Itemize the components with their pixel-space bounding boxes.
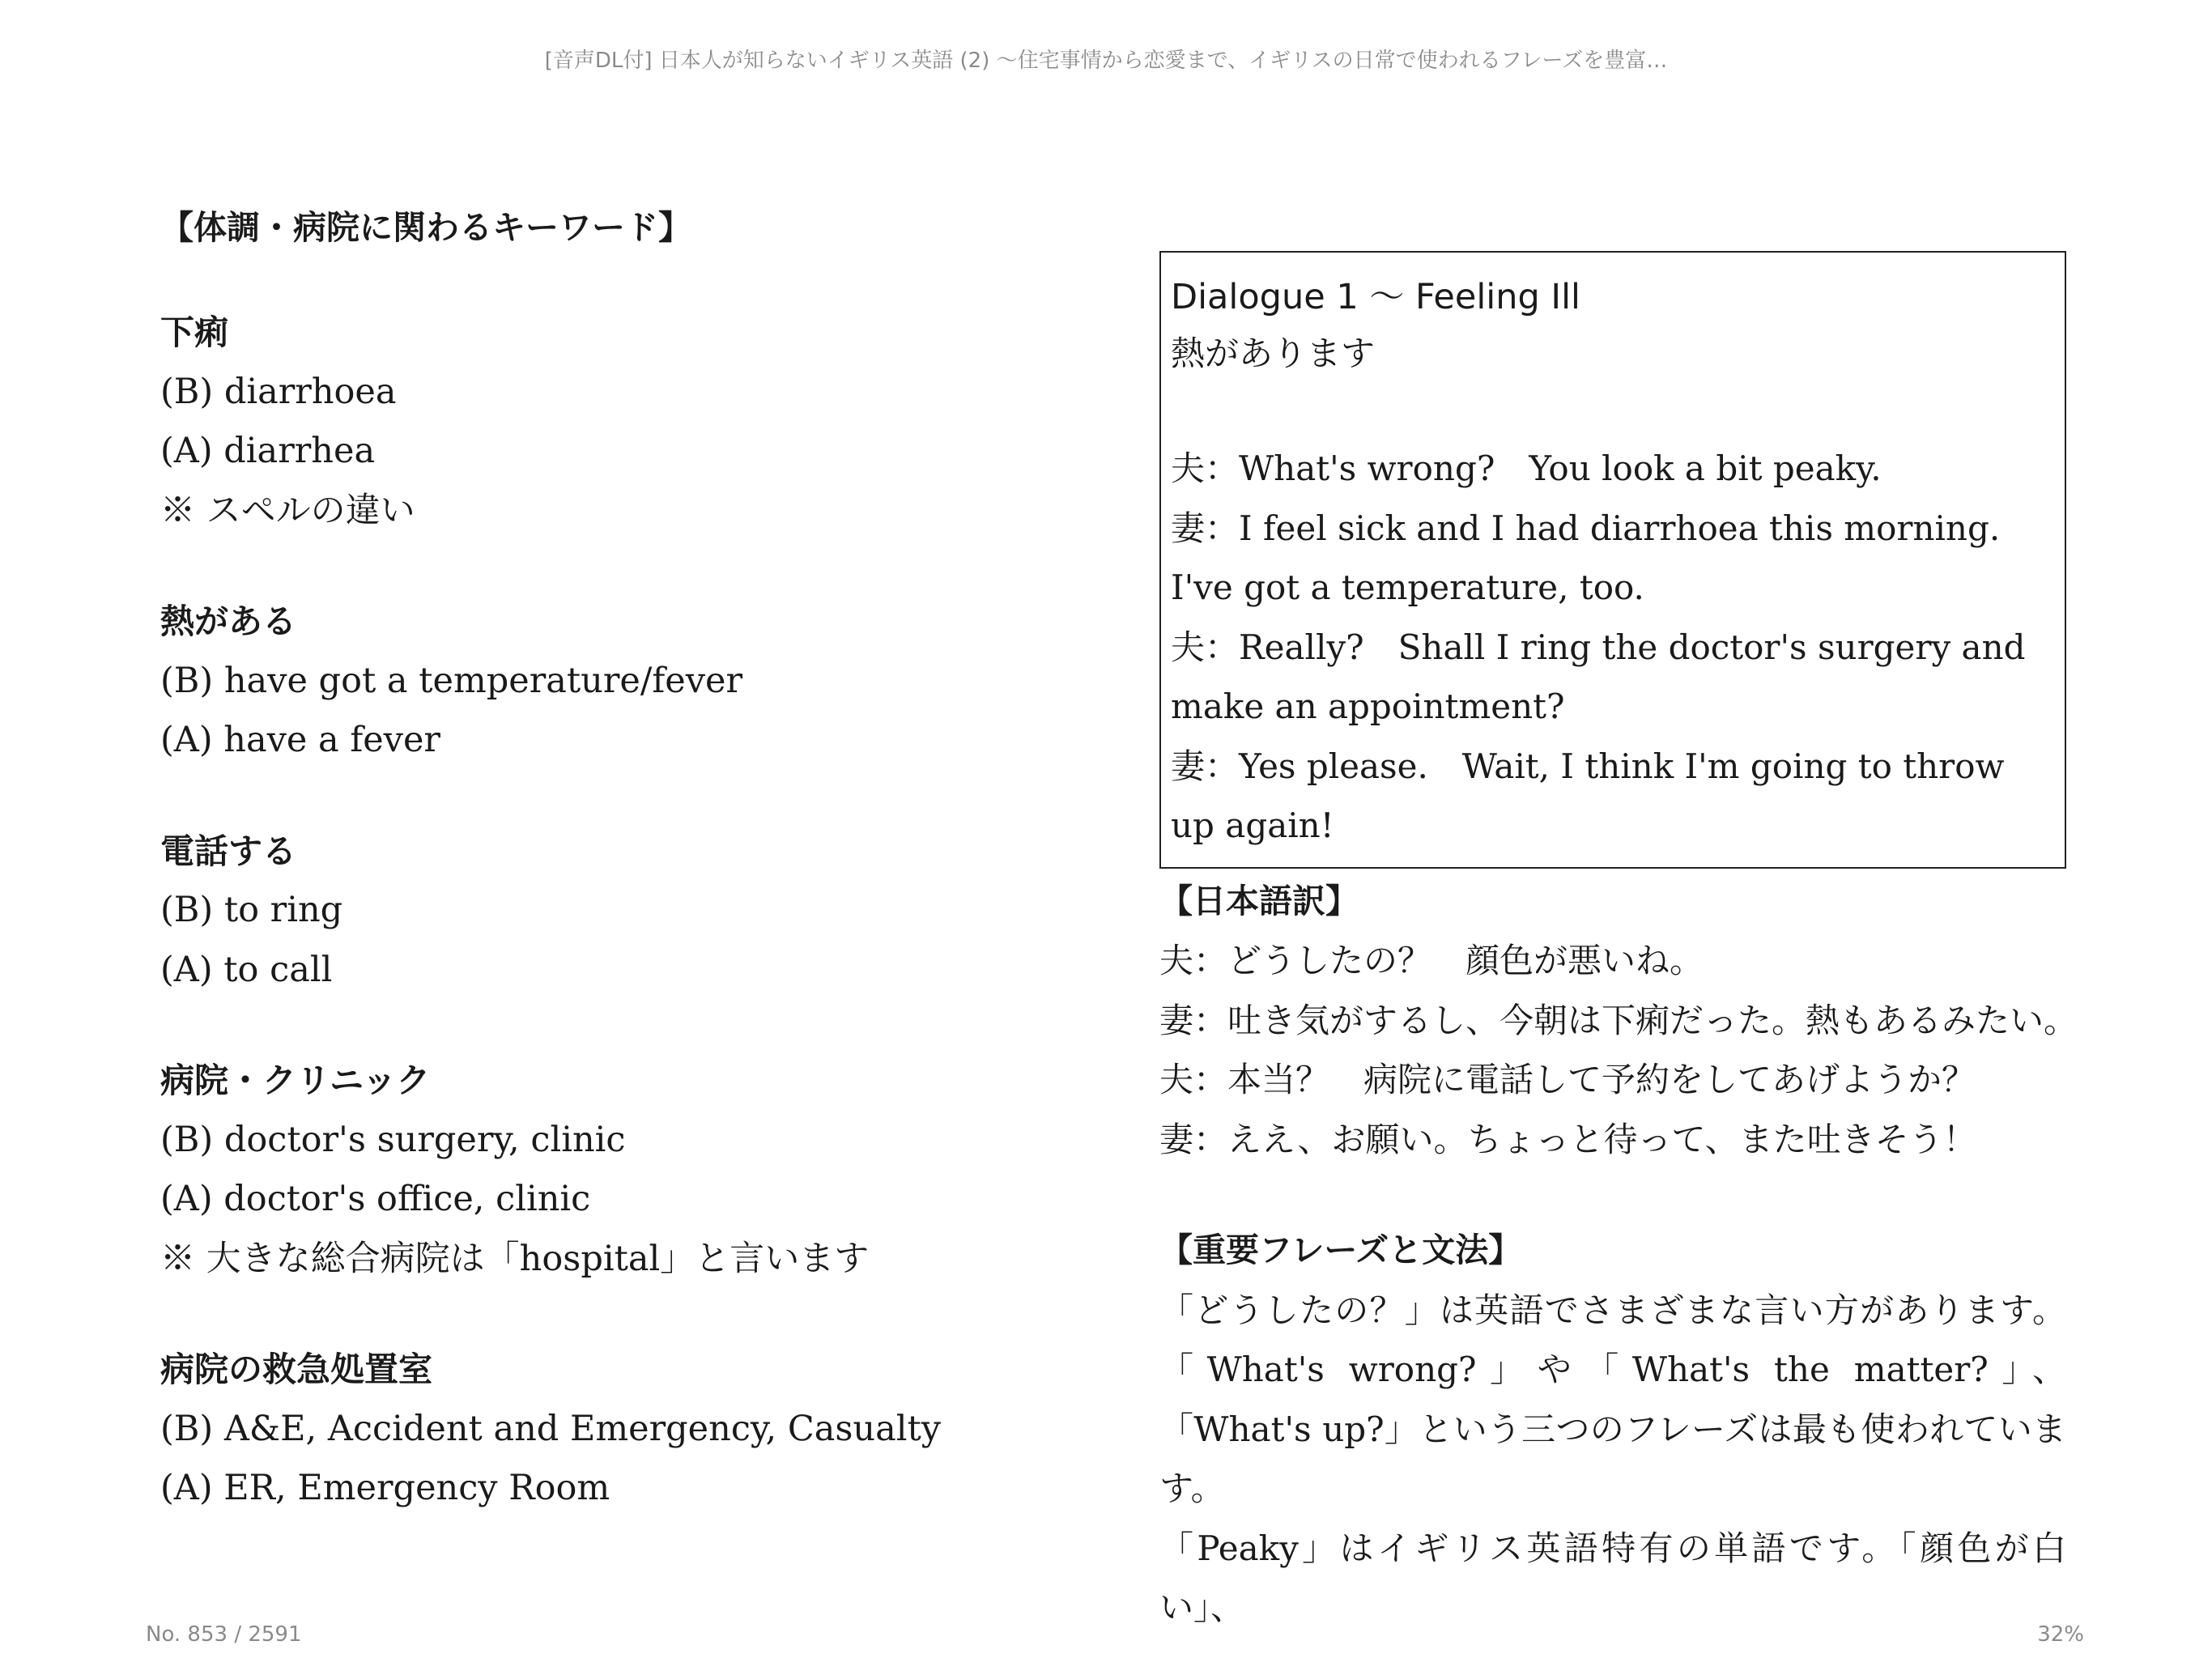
- dialogue-subtitle: 熱があります: [1171, 334, 1376, 373]
- dialogue-line: 夫：Really? Shall I ring the doctor's surgery and make an appointment?: [1171, 627, 2026, 726]
- keyword-note: ※ 大きな総合病院は「hospital」と言います: [160, 1238, 870, 1279]
- keyword-line: (A) diarrhea: [160, 431, 376, 471]
- keyword-group: [160, 1340, 1075, 1519]
- translation-line: 妻：ええ、お願い。ちょっと待って、また吐きそう！: [1159, 1119, 1977, 1159]
- keyword-line: (A) ER, Emergency Room: [160, 1468, 610, 1508]
- dialogue-box: [1159, 251, 2066, 869]
- keyword-line: (B) have got a temperature/fever: [160, 660, 743, 701]
- book-title: [音声DL付] 日本人が知らないイギリス英語 (2) 〜住宅事情から恋愛まで、イギリスの日常で使われるフレーズを豊富…: [544, 49, 1668, 73]
- keyword-term: 病院・クリニック: [160, 1061, 431, 1100]
- keyword-column: [160, 202, 1075, 1570]
- dialogue-title: Dialogue 1 〜 Feeling Ill: [1171, 277, 1581, 317]
- keyword-note: ※ スペルの違い: [160, 490, 415, 531]
- keyword-line: (B) diarrhoea: [160, 371, 397, 412]
- keyword-group: [160, 822, 1075, 1001]
- keyword-term: 熱がある: [160, 602, 297, 641]
- translation-line: 妻：吐き気がするし、今朝は下痢だった。熱もあるみたい。: [1159, 1000, 2078, 1040]
- page-location: No. 853 / 2591: [146, 1622, 302, 1647]
- keyword-group: [160, 592, 1075, 771]
- translation-line: 夫：どうしたの？ 顔色が悪いね。: [1159, 941, 1704, 980]
- keyword-group: [160, 303, 1075, 541]
- keyword-section-heading: 【体調・病院に関わるキーワード】: [160, 208, 691, 247]
- keyword-line: (B) doctor's surgery, clinic: [160, 1119, 626, 1160]
- keyword-line: (A) doctor's office, clinic: [160, 1179, 591, 1219]
- keyword-line: (A) to call: [160, 949, 333, 990]
- grammar-paragraph: 「Peaky」はイギリス英語特有の単語です。「顔色が白い」、: [1159, 1528, 2066, 1627]
- reading-progress: 32%: [2037, 1622, 2084, 1647]
- grammar-paragraph: 「どうしたの？」は英語でさまざまな言い方があります。「What's wrong?」や「What's the matter?」、「What's up?」という三つのフレーズは最も使われています。: [1159, 1290, 2066, 1508]
- keyword-line: (B) A&E, Accident and Emergency, Casualty: [160, 1408, 942, 1449]
- dialogue-line: 妻：Yes please. Wait, I think I'm going to throw up again!: [1171, 746, 2005, 845]
- translation-heading: 【日本語訳】: [1159, 881, 1359, 920]
- dialogue-line: 妻：I feel sick and I had diarrhoea this morning. I've got a temperature, too.: [1171, 508, 2035, 607]
- keyword-term: 下痢: [160, 312, 229, 352]
- keyword-term: 電話する: [160, 831, 297, 871]
- grammar-heading: 【重要フレーズと文法】: [1159, 1231, 1522, 1269]
- translation-section: [1159, 872, 2078, 1170]
- keyword-line: (B) to ring: [160, 890, 343, 930]
- keyword-group: [160, 1051, 1075, 1289]
- keyword-term: 病院の救急処置室: [160, 1350, 433, 1389]
- keyword-line: (A) have a fever: [160, 720, 440, 760]
- translation-line: 夫：本当？ 病院に電話して予約をしてあげようか？: [1159, 1060, 1976, 1099]
- grammar-section: [1159, 1221, 2066, 1638]
- dialogue-line: 夫：What's wrong? You look a bit peaky.: [1171, 449, 1882, 488]
